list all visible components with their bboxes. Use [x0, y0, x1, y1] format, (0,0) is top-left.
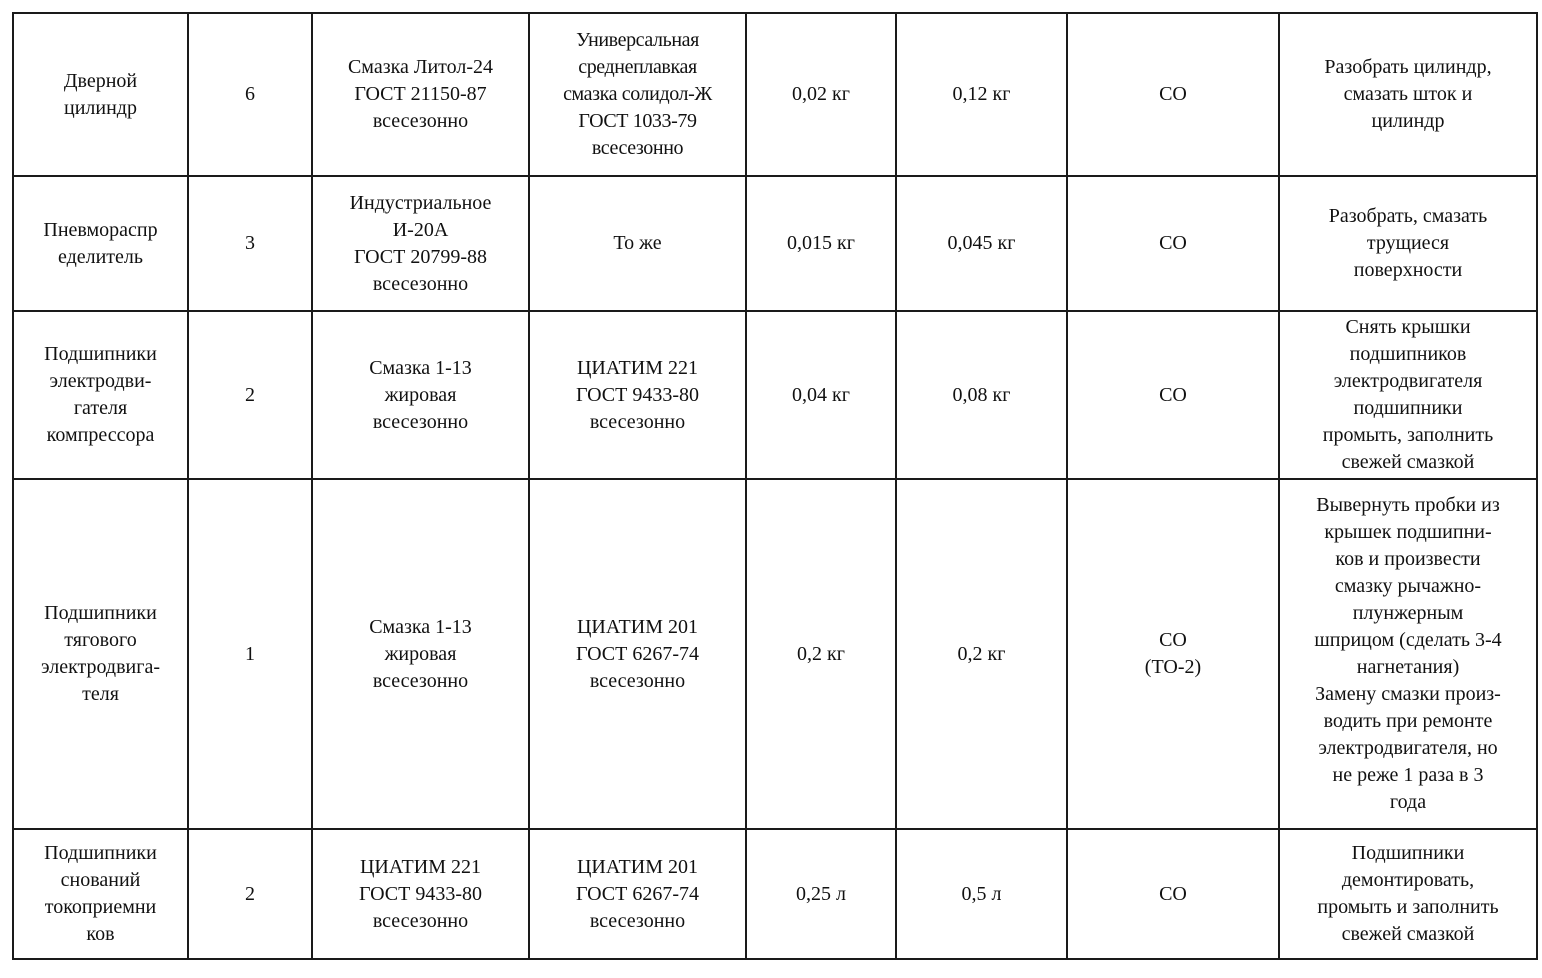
- instruction-cell: Снять крышки подшипников электродвигателя подшипники промыть, заполнить свежей смазкой: [1279, 311, 1537, 479]
- periodicity-cell: СО: [1067, 829, 1279, 959]
- lubricant-cell: ЦИАТИМ 221 ГОСТ 9433-80 всесезонно: [312, 829, 529, 959]
- instruction-cell: Разобрать цилиндр, смазать шток и цилиндр: [1279, 13, 1537, 176]
- quantity-total-cell: 0,2 кг: [896, 479, 1067, 829]
- unit-cell: Дверной цилиндр: [13, 13, 188, 176]
- periodicity-cell: СО: [1067, 13, 1279, 176]
- quantity-per-point-cell: 0,2 кг: [746, 479, 896, 829]
- table-row: [13, 479, 1537, 829]
- substitute-lubricant-cell: То же: [529, 176, 746, 311]
- periodicity-cell: СО (ТО-2): [1067, 479, 1279, 829]
- table-row: [13, 176, 1537, 311]
- lubricant-cell: Смазка 1-13 жировая всесезонно: [312, 479, 529, 829]
- lubricant-cell: Смазка 1-13 жировая всесезонно: [312, 311, 529, 479]
- document-page: [12, 12, 1536, 960]
- points-count-cell: 2: [188, 311, 312, 479]
- points-count-cell: 1: [188, 479, 312, 829]
- quantity-per-point-cell: 0,015 кг: [746, 176, 896, 311]
- quantity-total-cell: 0,12 кг: [896, 13, 1067, 176]
- table-row: [13, 829, 1537, 959]
- points-count-cell: 2: [188, 829, 312, 959]
- quantity-per-point-cell: 0,04 кг: [746, 311, 896, 479]
- quantity-total-cell: 0,08 кг: [896, 311, 1067, 479]
- quantity-total-cell: 0,5 л: [896, 829, 1067, 959]
- substitute-lubricant-cell: ЦИАТИМ 201 ГОСТ 6267-74 всесезонно: [529, 479, 746, 829]
- unit-cell: Подшипники снований токоприемни ков: [13, 829, 188, 959]
- table-row: [13, 311, 1537, 479]
- substitute-lubricant-cell: Универсальная среднеплавкая смазка солидол-Ж ГОСТ 1033-79 всесезонно: [529, 13, 746, 176]
- unit-cell: Подшипники электродви- гателя компрессора: [13, 311, 188, 479]
- quantity-per-point-cell: 0,25 л: [746, 829, 896, 959]
- instruction-cell: Разобрать, смазать трущиеся поверхности: [1279, 176, 1537, 311]
- lubricant-cell: Смазка Литол-24 ГОСТ 21150-87 всесезонно: [312, 13, 529, 176]
- quantity-per-point-cell: 0,02 кг: [746, 13, 896, 176]
- quantity-total-cell: 0,045 кг: [896, 176, 1067, 311]
- lubrication-table: [12, 12, 1538, 960]
- instruction-cell: Вывернуть пробки из крышек подшипни- ков и произвести смазку рычажно- плунжерным шприцом (сделать 3-4 нагнетания) Замену смазки произ- водить при ремонте электродвигателя, но не реже 1 раза в 3 года: [1279, 479, 1537, 829]
- lubricant-cell: Индустриальное И-20А ГОСТ 20799-88 всесезонно: [312, 176, 529, 311]
- table-row: [13, 13, 1537, 176]
- substitute-lubricant-cell: ЦИАТИМ 221 ГОСТ 9433-80 всесезонно: [529, 311, 746, 479]
- instruction-cell: Подшипники демонтировать, промыть и заполнить свежей смазкой: [1279, 829, 1537, 959]
- points-count-cell: 6: [188, 13, 312, 176]
- periodicity-cell: СО: [1067, 176, 1279, 311]
- points-count-cell: 3: [188, 176, 312, 311]
- unit-cell: Пневмораспр еделитель: [13, 176, 188, 311]
- substitute-lubricant-cell: ЦИАТИМ 201 ГОСТ 6267-74 всесезонно: [529, 829, 746, 959]
- unit-cell: Подшипники тягового электродвига- теля: [13, 479, 188, 829]
- periodicity-cell: СО: [1067, 311, 1279, 479]
